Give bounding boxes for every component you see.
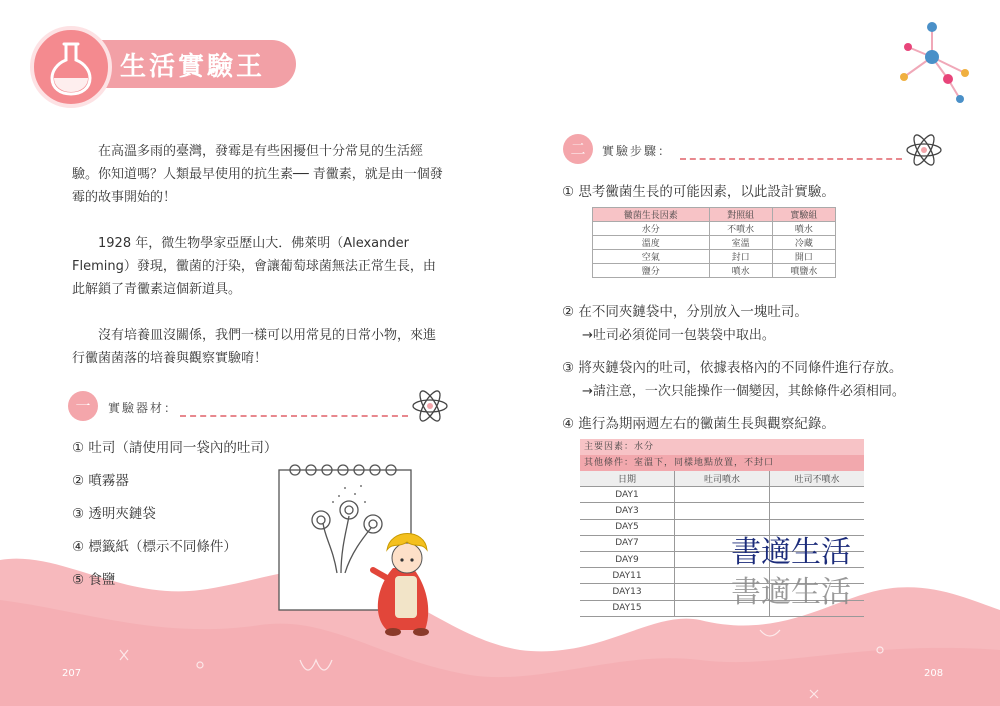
table-cell: 不噴水 [709,222,772,236]
atom-icon [410,388,450,424]
page-number-left: 207 [62,668,82,679]
table-cell: 開口 [772,250,835,264]
day-cell: DAY13 [580,584,675,600]
table-cell: 空氣 [593,250,710,264]
record-cell[interactable] [770,503,865,519]
molecule-icon [890,15,980,110]
day-cell: DAY9 [580,551,675,567]
day-cell: DAY5 [580,519,675,535]
record-cell[interactable] [675,487,770,503]
table-header-cell: 吐司不噴水 [770,471,865,487]
intro-paragraph-3: 沒有培養皿沒關係，我們一樣可以用常見的日常小物，來進行黴菌菌落的培養與觀察實驗唷！ [72,328,437,366]
table-cell: 噴水 [709,264,772,278]
illustration-mold-notepad [275,458,450,638]
day-cell: DAY15 [580,600,675,616]
step-3-text: ③ 將夾鏈袋內的吐司，依據表格內的不同條件進行存放。 [562,360,903,376]
record-cell[interactable] [770,487,865,503]
page-title: 生活實驗王 [120,52,266,82]
table-row [593,264,836,278]
table-header-cell: 對照組 [709,208,772,222]
table-header-cell: 黴菌生長因素 [593,208,710,222]
watermark: 書適生活 [731,535,851,570]
table-cell: 噴鹽水 [772,264,835,278]
table-cell: 室溫 [709,236,772,250]
material-item: ③ 透明夾鏈袋 [72,506,156,522]
section-2-number: 二 [563,134,593,164]
factor-table [592,207,836,278]
material-item: ② 噴霧器 [72,473,129,489]
table-header-cell: 日期 [580,471,675,487]
section-2-label: 實驗步驟： [602,144,673,158]
step-2-text: ② 在不同夾鏈袋中，分別放入一塊吐司。 [562,304,808,320]
table-cell: 封口 [709,250,772,264]
day-cell: DAY11 [580,568,675,584]
table-cell: 溫度 [593,236,710,250]
watermark-shadow: 書適生活 [731,575,851,610]
day-cell: DAY3 [580,503,675,519]
step-3-note: →請注意，一次只能操作一個變因，其餘條件必須相同。 [582,384,905,399]
section-2-divider [680,158,902,160]
step-4-text: ④ 進行為期兩週左右的黴菌生長與觀察紀錄。 [562,416,835,432]
material-item: ① 吐司（請使用同一袋內的吐司） [72,440,278,456]
section-1-divider [180,415,408,417]
table-header-cell: 實驗組 [772,208,835,222]
table-cell: 鹽分 [593,264,710,278]
atom-icon [904,132,944,168]
table-cell: 水分 [593,222,710,236]
record-conditions-label: 其他條件：室溫下，同樣地點放置，不封口 [580,455,864,471]
step-2-note: →吐司必須從同一包裝袋中取出。 [582,328,775,343]
table-row [593,222,836,236]
intro-paragraph-1: 在高溫多雨的臺灣，發霉是有些困擾但十分常見的生活經驗。你知道嗎？人類最早使用的抗生素── 青黴素，就是由一個發霉的故事開始的！ [72,144,443,205]
flask-icon [34,30,108,104]
record-factor-label: 主要因素：水分 [580,439,864,455]
material-item: ④ 標籤紙（標示不同條件） [72,539,237,555]
section-1-number: 一 [68,391,98,421]
table-row [580,487,864,503]
table-row [593,236,836,250]
table-header-cell: 吐司噴水 [675,471,770,487]
table-cell: 冷藏 [772,236,835,250]
day-cell: DAY7 [580,535,675,551]
table-header-row [593,208,836,222]
page-number-right: 208 [924,668,944,679]
step-1-text: ① 思考黴菌生長的可能因素，以此設計實驗。 [562,184,835,200]
table-row [593,250,836,264]
flask-badge [30,26,112,108]
record-cell[interactable] [675,503,770,519]
day-cell: DAY1 [580,487,675,503]
table-header-row [580,471,864,487]
section-1-label: 實驗器材： [108,401,179,415]
material-item: ⑤ 食鹽 [72,572,116,588]
table-cell: 噴水 [772,222,835,236]
table-row [580,503,864,519]
intro-paragraph-2: 1928 年，微生物學家亞歷山大．佛萊明（Alexander Fleming）發現，黴菌的汙染，會讓葡萄球菌無法正常生長，由此解鎖了青黴素這個新道具。 [72,236,436,297]
